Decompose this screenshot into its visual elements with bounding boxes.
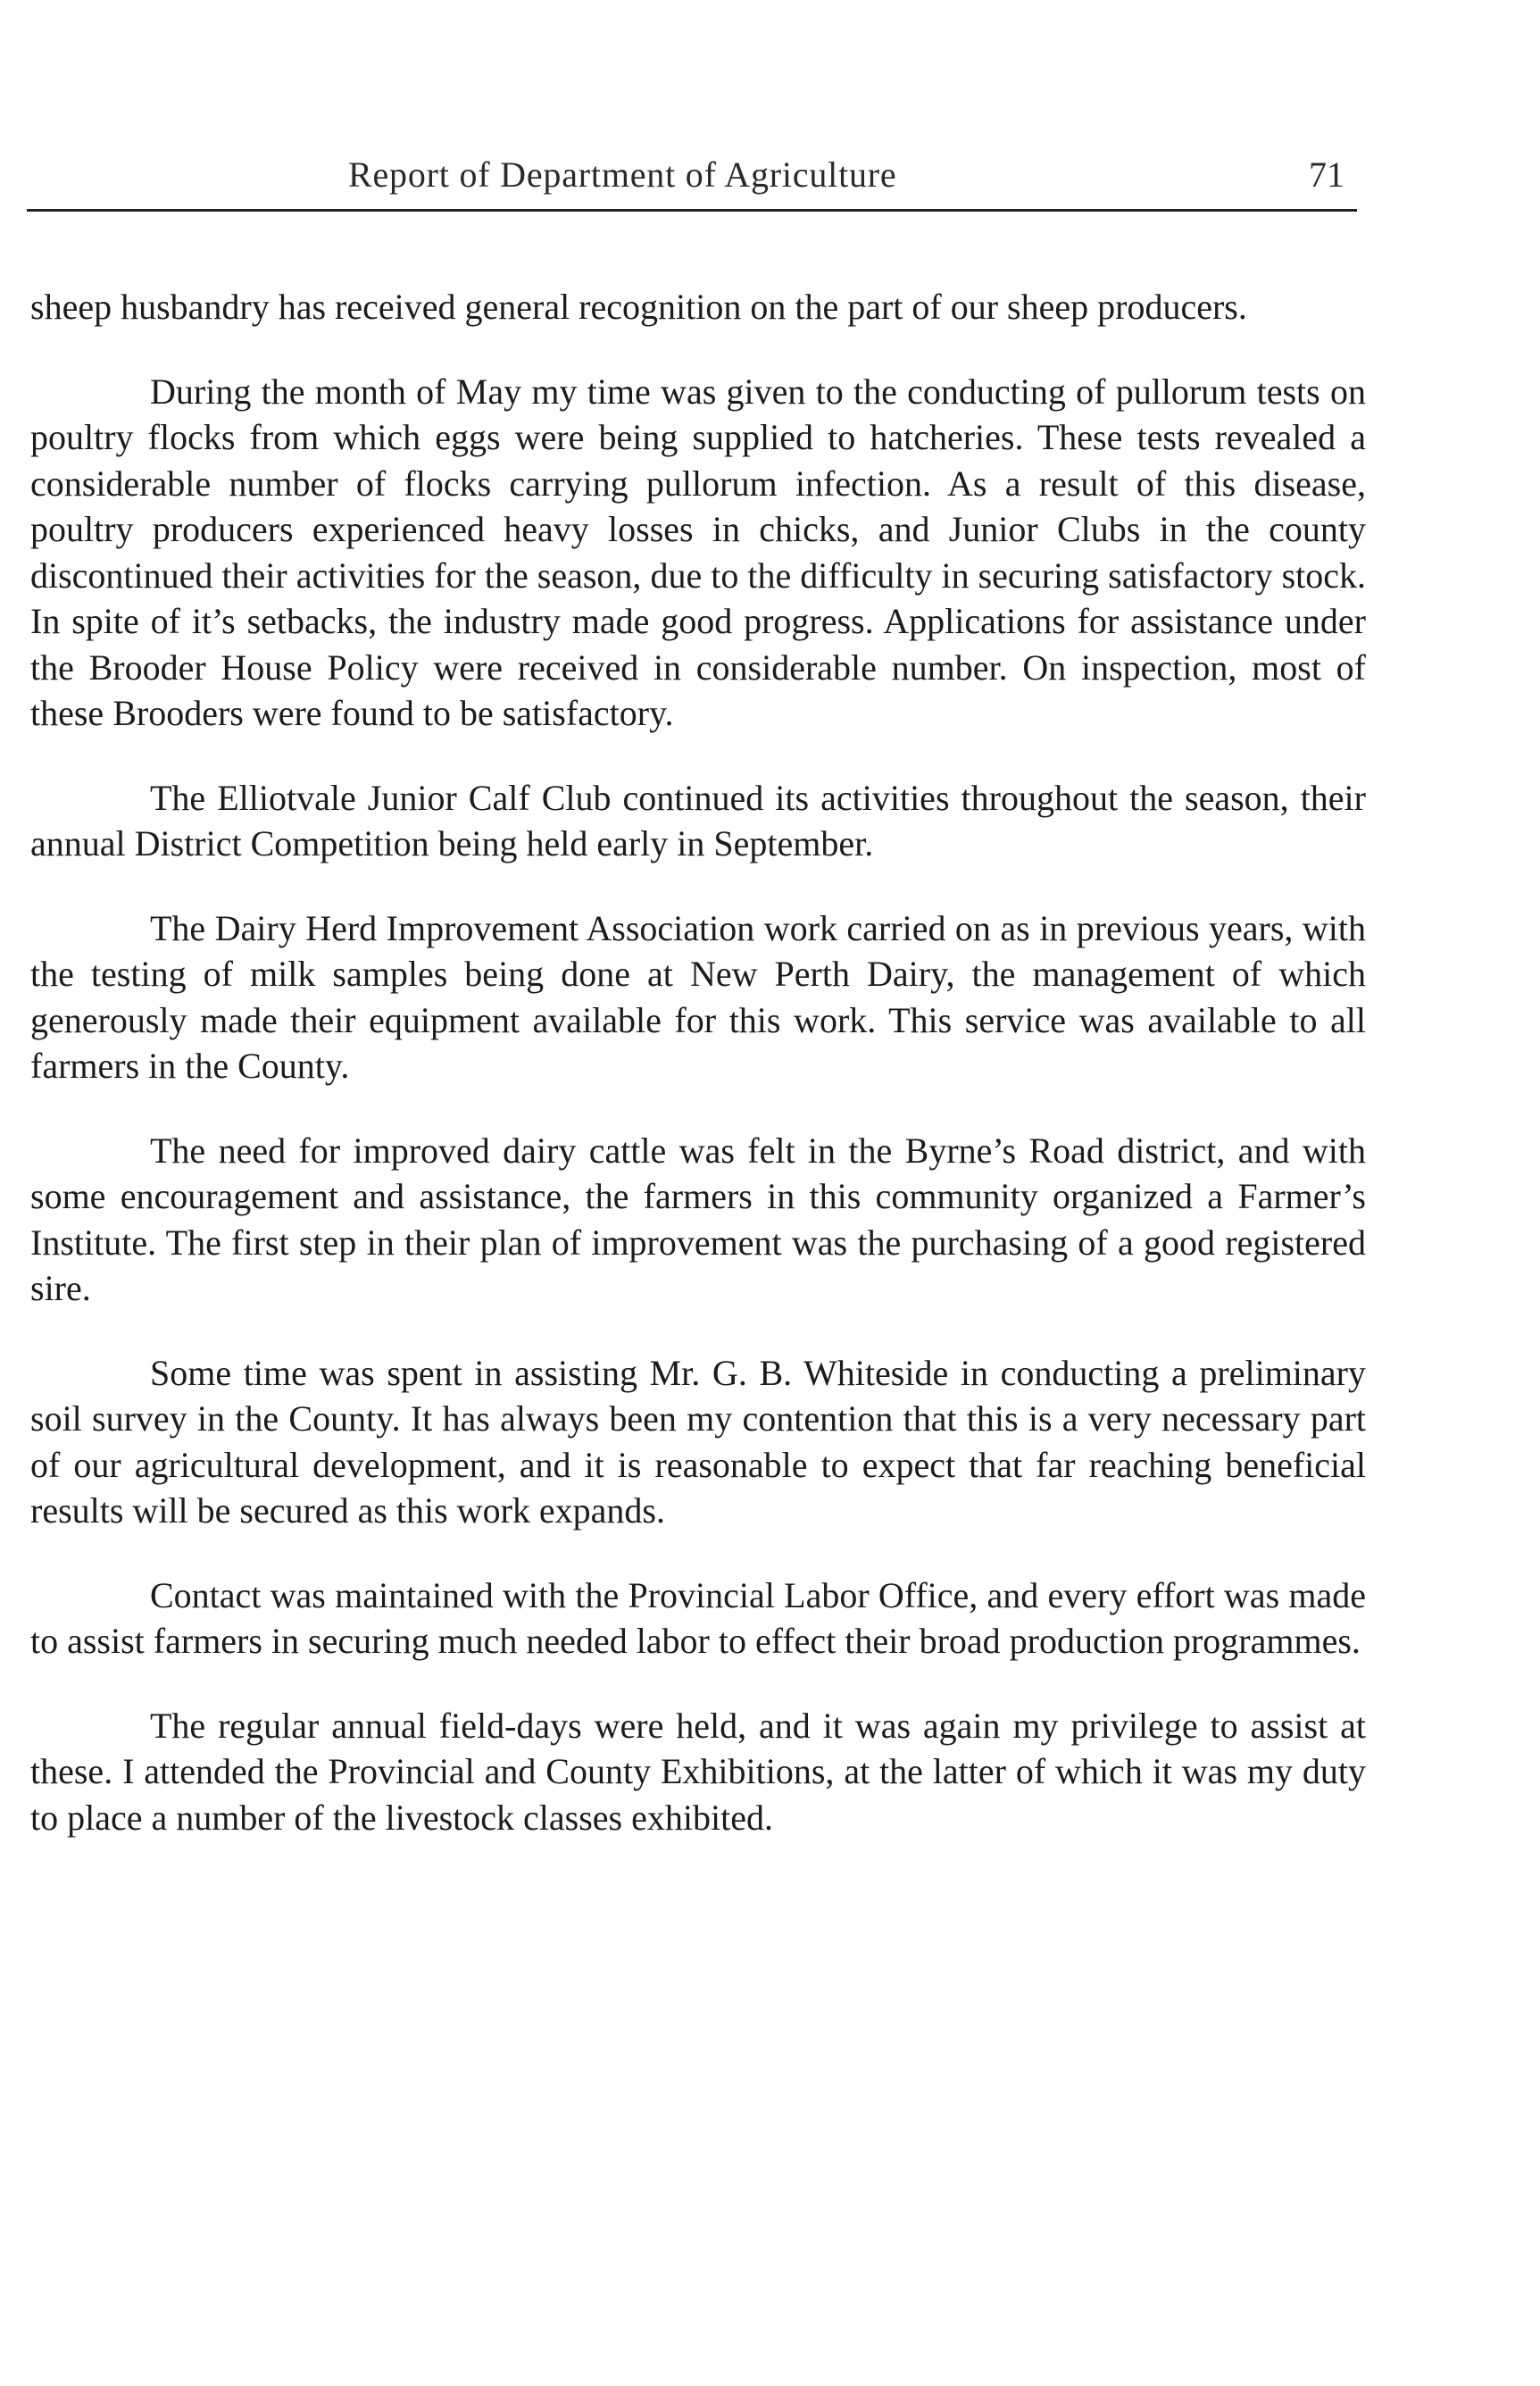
paragraph-continuation: sheep husbandry has received general recognition on the part of our sheep producers.	[30, 287, 1247, 327]
page-header	[27, 154, 1357, 212]
paragraph-farmers-institute: The need for improved dairy cattle was felt in the Byrne’s Road district, and with some encouragement and assistance, the farmers in this community organized a Farmer’s Institute. The first step in their plan of improvement was the purchasing of a good registered sire.	[30, 1130, 1366, 1308]
paragraph-dairy-herd: The Dairy Herd Improvement Association work carried on as in previous years, with the testing of milk samples being done at New Perth Dairy, the management of which generously made their equipment available for this work. This service was available to all farmers in the County.	[30, 907, 1366, 1086]
page-number: 71	[1309, 154, 1344, 195]
paragraph-calf-club: The Elliotvale Junior Calf Club continued its activities throughout the season, their annual District Competition being held early in September.	[30, 777, 1366, 863]
paragraph-field-days: The regular annual field-days were held, and it was again my privilege to assist at these. I attended the Provincial and County Exhibitions, at the latter of which it was my duty to place a number of the livestock classes exhibited.	[30, 1705, 1366, 1838]
running-title: Report of Department of Agriculture	[348, 154, 897, 195]
paragraph-pullorum-tests: During the month of May my time was given to the conducting of pullorum tests on poultry flocks from which eggs were being supplied to hatcheries. These tests revealed a considerable number of flocks carrying pullorum infection. As a result of this disease, poultry producers experienced heavy losses in chicks, and Junior Clubs in the county discontinued their activities for the season, due to the difficulty in securing satisfactory stock. In spite of it’s setbacks, the industry made good progress. Applications for assistance under the Brooder House Policy were received in considerable number. On inspection, most of these Brooders were found to be satisfactory.	[30, 371, 1366, 733]
paragraph-labor-office: Contact was maintained with the Provincial Labor Office, and every effort was made to assist farmers in securing much needed labor to effect their broad production programmes.	[30, 1574, 1366, 1661]
paragraph-soil-survey: Some time was spent in assisting Mr. G. B. Whiteside in conducting a preliminary soil survey in the County. It has always been my contention that this is a very necessary part of our agricultural development, and it is reasonable to expect that far reaching beneficial results will be secured as this work expands.	[30, 1352, 1366, 1531]
body-text	[30, 284, 1366, 1840]
